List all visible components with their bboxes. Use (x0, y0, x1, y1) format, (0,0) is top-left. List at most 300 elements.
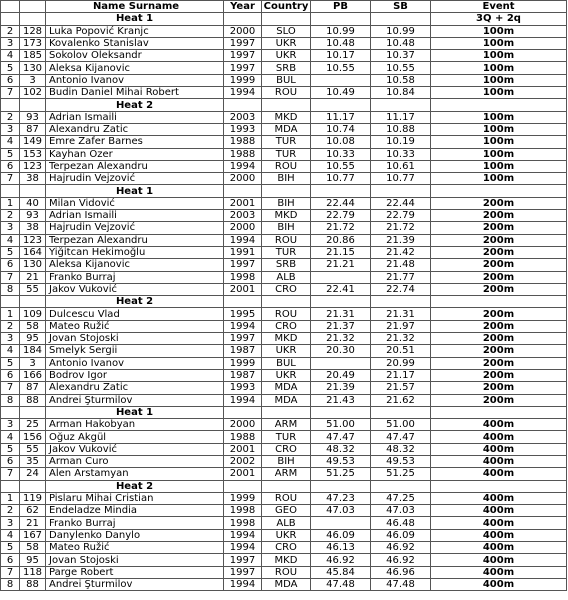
lane-cell: 8 (1, 578, 20, 590)
pb-cell: 21.39 (311, 382, 371, 394)
athlete-name-cell: Oğuz Akgül (46, 431, 224, 443)
bib-cell: 130 (20, 62, 46, 74)
lane-header (1, 1, 20, 13)
country-cell: ROU (262, 566, 311, 578)
blank-cell (371, 99, 431, 111)
year-cell: 2003 (224, 210, 262, 222)
table-row (1, 234, 567, 246)
bib-cell: 93 (20, 210, 46, 222)
table-row (1, 123, 567, 135)
table-row (1, 542, 567, 554)
country-cell: TUR (262, 246, 311, 258)
table-row (1, 443, 567, 455)
athlete-name-cell: Franko Burraj (46, 271, 224, 283)
sb-cell: 21.97 (371, 320, 431, 332)
year-cell: 1993 (224, 123, 262, 135)
athlete-name-cell: Milan Vidović (46, 197, 224, 209)
qualification-note (431, 99, 567, 111)
event-cell: 400m (431, 431, 567, 443)
bib-cell: 156 (20, 431, 46, 443)
year-cell: 1988 (224, 136, 262, 148)
pb-cell: 47.03 (311, 505, 371, 517)
bib-cell: 95 (20, 333, 46, 345)
athlete-name-cell: Danylenko Danylo (46, 529, 224, 541)
athlete-name-cell: Luka Popović Kranjc (46, 25, 224, 37)
pb-cell: 10.08 (311, 136, 371, 148)
bib-cell: 93 (20, 111, 46, 123)
lane-cell: 2 (1, 111, 20, 123)
blank-cell (371, 296, 431, 308)
country-cell: MDA (262, 382, 311, 394)
athlete-name-cell: Antonio Ivanov (46, 74, 224, 86)
blank-cell (311, 185, 371, 197)
event-cell: 400m (431, 455, 567, 467)
year-cell: 2001 (224, 443, 262, 455)
pb-cell: 10.55 (311, 160, 371, 172)
table-row (1, 554, 567, 566)
country-cell: ROU (262, 87, 311, 99)
blank-cell (311, 99, 371, 111)
pb-cell: 47.47 (311, 431, 371, 443)
lane-cell: 6 (1, 259, 20, 271)
bib-cell: 123 (20, 234, 46, 246)
table-row (1, 87, 567, 99)
event-cell: 400m (431, 517, 567, 529)
lane-cell: 3 (1, 419, 20, 431)
blank-cell (1, 13, 20, 25)
event-cell: 200m (431, 234, 567, 246)
athlete-name-cell: Dulcescu Vlad (46, 308, 224, 320)
year-cell: 1988 (224, 431, 262, 443)
lane-cell: 4 (1, 431, 20, 443)
athlete-name-cell: Aleksa Kijanovic (46, 259, 224, 271)
table-row (1, 419, 567, 431)
athlete-name-cell: Arman Hakobyan (46, 419, 224, 431)
bib-cell: 62 (20, 505, 46, 517)
table-row (1, 369, 567, 381)
year-cell: 1997 (224, 554, 262, 566)
country-cell: MDA (262, 123, 311, 135)
heat-header-row (1, 480, 567, 492)
pb-cell: 46.09 (311, 529, 371, 541)
pb-cell: 47.23 (311, 492, 371, 504)
country-cell: MKD (262, 210, 311, 222)
sb-cell: 10.61 (371, 160, 431, 172)
table-row (1, 62, 567, 74)
country-cell: ROU (262, 308, 311, 320)
table-row (1, 37, 567, 49)
country-cell: MKD (262, 111, 311, 123)
lane-cell: 3 (1, 333, 20, 345)
bib-cell: 167 (20, 529, 46, 541)
sb-cell: 46.09 (371, 529, 431, 541)
lane-cell: 2 (1, 210, 20, 222)
country-cell: BIH (262, 173, 311, 185)
sb-cell: 47.03 (371, 505, 431, 517)
event-cell: 100m (431, 62, 567, 74)
lane-cell: 5 (1, 542, 20, 554)
athlete-name-cell: Mateo Ružić (46, 542, 224, 554)
bib-cell: 128 (20, 25, 46, 37)
lane-cell: 8 (1, 283, 20, 295)
pb-cell: 10.74 (311, 123, 371, 135)
table-row (1, 357, 567, 369)
heat-label: Heat 1 (46, 13, 224, 25)
lane-cell: 2 (1, 505, 20, 517)
country-cell: CRO (262, 542, 311, 554)
blank-cell (20, 99, 46, 111)
pb-cell (311, 357, 371, 369)
sb-cell: 21.42 (371, 246, 431, 258)
lane-cell: 1 (1, 197, 20, 209)
blank-cell (262, 99, 311, 111)
year-cell: 2002 (224, 455, 262, 467)
table-row (1, 431, 567, 443)
lane-cell: 6 (1, 160, 20, 172)
sb-cell: 10.37 (371, 50, 431, 62)
sb-cell: 22.79 (371, 210, 431, 222)
pb-cell: 22.41 (311, 283, 371, 295)
pb-cell: 21.31 (311, 308, 371, 320)
bib-cell: 130 (20, 259, 46, 271)
lane-cell: 6 (1, 369, 20, 381)
bib-cell: 164 (20, 246, 46, 258)
bib-cell: 88 (20, 394, 46, 406)
sb-cell: 22.74 (371, 283, 431, 295)
table-row (1, 455, 567, 467)
event-cell: 200m (431, 308, 567, 320)
heat-header-row (1, 296, 567, 308)
bib-header (20, 1, 46, 13)
lane-cell: 6 (1, 74, 20, 86)
pb-cell: 47.48 (311, 578, 371, 590)
qualification-note (431, 480, 567, 492)
sb-cell: 10.77 (371, 173, 431, 185)
pb-cell: 46.92 (311, 554, 371, 566)
athlete-name-cell: Andrei Şturmilov (46, 578, 224, 590)
sb-cell: 46.96 (371, 566, 431, 578)
heat-label: Heat 2 (46, 296, 224, 308)
sb-cell: 10.33 (371, 148, 431, 160)
athlete-name-cell: Antonio Ivanov (46, 357, 224, 369)
country-cell: UKR (262, 345, 311, 357)
country-cell: GEO (262, 505, 311, 517)
pb-cell (311, 74, 371, 86)
event-cell: 100m (431, 148, 567, 160)
blank-cell (20, 480, 46, 492)
pb-cell: 21.43 (311, 394, 371, 406)
lane-cell: 7 (1, 382, 20, 394)
country-cell: UKR (262, 50, 311, 62)
event-cell: 400m (431, 468, 567, 480)
pb-cell: 20.86 (311, 234, 371, 246)
table-row (1, 320, 567, 332)
heat-label: Heat 2 (46, 480, 224, 492)
year-cell: 1997 (224, 62, 262, 74)
event-cell: 400m (431, 578, 567, 590)
bib-cell: 102 (20, 87, 46, 99)
name-header: Name Surname (46, 1, 224, 13)
bib-cell: 185 (20, 50, 46, 62)
sb-header: SB (371, 1, 431, 13)
heat-header-row (1, 13, 567, 25)
sb-cell: 21.72 (371, 222, 431, 234)
lane-cell: 5 (1, 62, 20, 74)
athlete-name-cell: Alen Arstamyan (46, 468, 224, 480)
table-row (1, 111, 567, 123)
event-cell: 200m (431, 271, 567, 283)
athlete-name-cell: Smelyk Sergii (46, 345, 224, 357)
country-cell: CRO (262, 443, 311, 455)
sb-cell: 10.55 (371, 62, 431, 74)
lane-cell: 4 (1, 529, 20, 541)
lane-cell: 4 (1, 136, 20, 148)
blank-cell (1, 99, 20, 111)
athlete-name-cell: Jovan Stojoski (46, 333, 224, 345)
country-cell: BIH (262, 455, 311, 467)
lane-cell: 4 (1, 234, 20, 246)
event-cell: 400m (431, 419, 567, 431)
bib-cell: 87 (20, 382, 46, 394)
bib-cell: 38 (20, 222, 46, 234)
table-row (1, 529, 567, 541)
sb-cell: 21.31 (371, 308, 431, 320)
bib-cell: 58 (20, 320, 46, 332)
country-cell: BUL (262, 357, 311, 369)
country-cell: ALB (262, 271, 311, 283)
pb-cell: 51.00 (311, 419, 371, 431)
lane-cell: 2 (1, 25, 20, 37)
lane-cell: 7 (1, 271, 20, 283)
country-cell: MKD (262, 554, 311, 566)
pb-cell: 45.84 (311, 566, 371, 578)
year-cell: 1998 (224, 517, 262, 529)
blank-cell (371, 406, 431, 418)
sb-cell: 21.17 (371, 369, 431, 381)
pb-cell: 10.17 (311, 50, 371, 62)
athlete-name-cell: Emre Zafer Barnes (46, 136, 224, 148)
country-cell: TUR (262, 148, 311, 160)
athlete-name-cell: Franko Burraj (46, 517, 224, 529)
table-row (1, 468, 567, 480)
year-cell: 1994 (224, 87, 262, 99)
blank-cell (371, 185, 431, 197)
country-cell: ALB (262, 517, 311, 529)
table-row (1, 50, 567, 62)
table-row (1, 246, 567, 258)
year-cell: 2001 (224, 283, 262, 295)
blank-cell (1, 185, 20, 197)
pb-cell (311, 517, 371, 529)
sb-cell: 46.92 (371, 542, 431, 554)
sb-cell: 47.47 (371, 431, 431, 443)
athlete-name-cell: Endeladze Mindia (46, 505, 224, 517)
athlete-name-cell: Mateo Ružić (46, 320, 224, 332)
year-cell: 1994 (224, 578, 262, 590)
event-cell: 200m (431, 369, 567, 381)
bib-cell: 40 (20, 197, 46, 209)
bib-cell: 123 (20, 160, 46, 172)
table-row (1, 173, 567, 185)
qualification-note: 3Q + 2q (431, 13, 567, 25)
year-cell: 1995 (224, 308, 262, 320)
table-row (1, 136, 567, 148)
event-cell: 200m (431, 210, 567, 222)
year-cell: 1994 (224, 160, 262, 172)
country-cell: ROU (262, 492, 311, 504)
athlete-name-cell: Sokolov Oleksandr (46, 50, 224, 62)
blank-cell (371, 13, 431, 25)
pb-cell: 21.37 (311, 320, 371, 332)
country-cell: ROU (262, 234, 311, 246)
table-row (1, 259, 567, 271)
country-cell: CRO (262, 320, 311, 332)
lane-cell: 1 (1, 308, 20, 320)
pb-header: PB (311, 1, 371, 13)
bib-cell: 58 (20, 542, 46, 554)
sb-cell: 47.48 (371, 578, 431, 590)
athlete-name-cell: Parge Robert (46, 566, 224, 578)
heat-header-row (1, 406, 567, 418)
year-cell: 1994 (224, 394, 262, 406)
pb-cell: 20.30 (311, 345, 371, 357)
lane-cell: 3 (1, 222, 20, 234)
lane-cell: 5 (1, 148, 20, 160)
country-cell: TUR (262, 431, 311, 443)
lane-cell: 5 (1, 443, 20, 455)
year-cell: 1998 (224, 271, 262, 283)
year-cell: 1997 (224, 50, 262, 62)
year-cell: 1988 (224, 148, 262, 160)
sb-cell: 11.17 (371, 111, 431, 123)
athlete-name-cell: Bodrov Igor (46, 369, 224, 381)
blank-cell (262, 406, 311, 418)
pb-cell: 51.25 (311, 468, 371, 480)
event-cell: 200m (431, 345, 567, 357)
year-cell: 2003 (224, 111, 262, 123)
table-row (1, 222, 567, 234)
lane-cell: 3 (1, 123, 20, 135)
year-cell: 2000 (224, 222, 262, 234)
table-row (1, 160, 567, 172)
blank-cell (262, 296, 311, 308)
lane-cell: 5 (1, 246, 20, 258)
table-row (1, 382, 567, 394)
event-cell: 100m (431, 111, 567, 123)
blank-cell (262, 13, 311, 25)
bib-cell: 3 (20, 74, 46, 86)
bib-cell: 87 (20, 123, 46, 135)
year-cell: 1999 (224, 357, 262, 369)
event-cell: 200m (431, 382, 567, 394)
table-row (1, 566, 567, 578)
country-cell: BIH (262, 197, 311, 209)
qualification-note (431, 296, 567, 308)
bib-cell: 55 (20, 283, 46, 295)
event-cell: 400m (431, 492, 567, 504)
country-cell: ARM (262, 468, 311, 480)
pb-cell: 10.33 (311, 148, 371, 160)
table-row (1, 283, 567, 295)
athlete-name-cell: Kayhan Özer (46, 148, 224, 160)
event-cell: 100m (431, 123, 567, 135)
country-cell: BIH (262, 222, 311, 234)
year-cell: 1998 (224, 505, 262, 517)
bib-cell: 55 (20, 443, 46, 455)
heat-label: Heat 1 (46, 185, 224, 197)
event-cell: 400m (431, 529, 567, 541)
country-cell: ROU (262, 160, 311, 172)
athlete-name-cell: Jakov Vuković (46, 283, 224, 295)
event-cell: 100m (431, 136, 567, 148)
athlete-name-cell: Terpezan Alexandru (46, 160, 224, 172)
pb-cell: 22.79 (311, 210, 371, 222)
heat-label: Heat 2 (46, 99, 224, 111)
table-row (1, 333, 567, 345)
sb-cell: 46.92 (371, 554, 431, 566)
event-cell: 400m (431, 505, 567, 517)
year-cell: 1994 (224, 529, 262, 541)
event-cell: 200m (431, 320, 567, 332)
table-row (1, 271, 567, 283)
blank-cell (20, 13, 46, 25)
table-row (1, 197, 567, 209)
table-row (1, 308, 567, 320)
bib-cell: 149 (20, 136, 46, 148)
athlete-name-cell: Terpezan Alexandru (46, 234, 224, 246)
pb-cell (311, 271, 371, 283)
blank-cell (311, 13, 371, 25)
pb-cell: 49.53 (311, 455, 371, 467)
lane-cell: 6 (1, 554, 20, 566)
year-cell: 1999 (224, 492, 262, 504)
event-cell: 200m (431, 333, 567, 345)
blank-cell (1, 406, 20, 418)
athlete-name-cell: Hajrudin Vejzović (46, 173, 224, 185)
lane-cell: 8 (1, 394, 20, 406)
sb-cell: 21.48 (371, 259, 431, 271)
year-cell: 2001 (224, 197, 262, 209)
sb-cell: 21.77 (371, 271, 431, 283)
sb-cell: 51.00 (371, 419, 431, 431)
athlete-name-cell: Arman Curo (46, 455, 224, 467)
table-row (1, 345, 567, 357)
athlete-name-cell: Pislaru Mihai Cristian (46, 492, 224, 504)
pb-cell: 11.17 (311, 111, 371, 123)
event-cell: 400m (431, 443, 567, 455)
pb-cell: 48.32 (311, 443, 371, 455)
blank-cell (1, 296, 20, 308)
pb-cell: 10.55 (311, 62, 371, 74)
event-cell: 400m (431, 542, 567, 554)
bib-cell: 21 (20, 517, 46, 529)
blank-cell (1, 480, 20, 492)
athlete-name-cell: Kovalenko Stanislav (46, 37, 224, 49)
lane-cell: 2 (1, 320, 20, 332)
athlete-name-cell: Yiğitcan Hekimoğlu (46, 246, 224, 258)
pb-cell: 22.44 (311, 197, 371, 209)
event-cell: 100m (431, 74, 567, 86)
event-cell: 200m (431, 394, 567, 406)
athlete-name-cell: Adrian Ismaili (46, 111, 224, 123)
blank-cell (311, 480, 371, 492)
event-cell: 200m (431, 246, 567, 258)
blank-cell (371, 480, 431, 492)
event-cell: 100m (431, 37, 567, 49)
athlete-name-cell: Jovan Stojoski (46, 554, 224, 566)
country-cell: MDA (262, 394, 311, 406)
year-cell: 1997 (224, 333, 262, 345)
